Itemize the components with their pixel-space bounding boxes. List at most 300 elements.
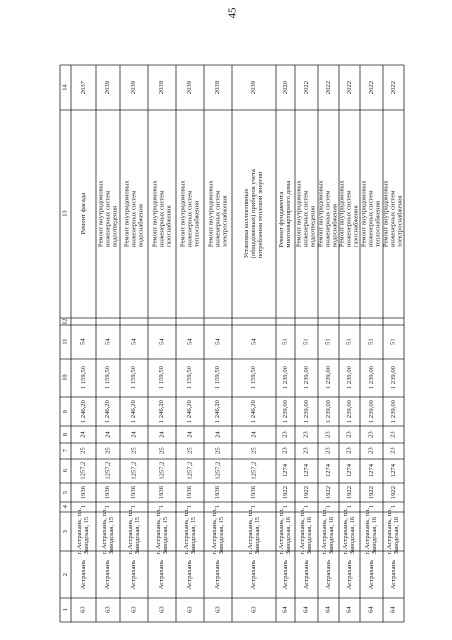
table-cell [71, 551, 96, 598]
cell-text: 54 [214, 338, 222, 346]
table-cell [96, 318, 120, 325]
cell-text: 64 [302, 606, 310, 614]
table-cell [295, 508, 318, 555]
cell-text: Астрахань [345, 559, 353, 590]
cell-text: 54 [158, 338, 166, 346]
table-cell [339, 318, 360, 325]
cell-text: 2022 [324, 80, 332, 95]
table-cell [176, 508, 204, 555]
cell-text: 25 [214, 447, 222, 455]
table-cell [276, 502, 295, 512]
table-cell [360, 65, 383, 110]
cell-text: 1936 [250, 485, 258, 500]
cell-text: 1936 [214, 485, 222, 500]
table-cell [383, 426, 404, 443]
table-cell [295, 502, 318, 512]
table-cell [339, 397, 360, 426]
table-cell [318, 459, 339, 483]
table-cell [232, 397, 276, 426]
cell-text: 51 [345, 338, 353, 346]
table-cell [176, 459, 204, 483]
table-cell [339, 459, 360, 483]
cell-text: 24 [250, 431, 258, 438]
cell-text: 64 [281, 606, 289, 614]
table-header-cell [60, 397, 71, 426]
header-label: 5 [61, 490, 69, 495]
table-cell [176, 551, 204, 598]
cell-text: 23 [389, 431, 397, 438]
table-cell [276, 426, 295, 443]
table-cell [96, 551, 120, 598]
cell-text: 64 [345, 606, 353, 614]
cell-text: 23 [367, 447, 375, 455]
table-cell [96, 459, 120, 483]
table-header-cell [60, 443, 71, 459]
table-cell [120, 459, 148, 483]
table-cell [360, 483, 383, 502]
cell-text: 1 239,00 [367, 366, 375, 390]
table-cell [176, 483, 204, 502]
cell-text: Ремонт фундамента многоквартирного дома [278, 180, 293, 248]
table-cell [360, 443, 383, 459]
cell-text: 24 [186, 431, 194, 438]
cell-text: 1 239,00 [302, 399, 310, 424]
cell-text: 1 [214, 505, 222, 509]
table-cell [120, 325, 148, 359]
header-label: 10 [61, 374, 69, 382]
table-cell [96, 359, 120, 397]
table-cell [339, 598, 360, 622]
page-number-text: 45 [226, 7, 238, 19]
table-cell [339, 426, 360, 443]
table-cell [148, 65, 176, 110]
table-header-cell [60, 598, 71, 622]
cell-text: 63 [130, 606, 138, 614]
table-cell [318, 443, 339, 459]
cell-text: Ремонт внутридомовых инженерных систем электроснабжения [382, 180, 405, 248]
cell-text: 1936 [186, 485, 194, 500]
table-cell [204, 397, 232, 426]
table-cell [204, 359, 232, 397]
cell-text: 1 159,50 [130, 366, 138, 390]
header-label: 12 [61, 318, 69, 325]
cell-text: 1 239,00 [389, 366, 397, 390]
table-cell [232, 598, 276, 622]
cell-text: 2037 [79, 80, 87, 95]
cell-text: 2039 [214, 80, 222, 95]
cell-text: 1 246,20 [186, 399, 194, 424]
table-cell [120, 551, 148, 598]
table-cell [295, 318, 318, 325]
cell-text: 1 [302, 505, 310, 509]
cell-text: г. Астрахань, пл. Заводская, 16 [321, 508, 336, 555]
table-cell [383, 443, 404, 459]
cell-text: г. Астрахань, пл. Заводская, 16 [342, 508, 357, 555]
table-cell [96, 508, 120, 555]
cell-text: 23 [281, 447, 289, 455]
table-cell [204, 65, 232, 110]
cell-text: 1257,2 [214, 461, 222, 481]
cell-text: 1 [79, 505, 87, 509]
cell-text: 64 [389, 606, 397, 614]
cell-text: 1274 [302, 464, 310, 478]
table-cell [383, 551, 404, 598]
cell-text: 1 246,20 [214, 399, 222, 424]
header-label: 6 [61, 469, 69, 473]
cell-text: 1922 [367, 485, 375, 500]
table-cell [120, 443, 148, 459]
table-cell [120, 502, 148, 512]
table-cell [276, 459, 295, 483]
table-cell [176, 110, 204, 318]
cell-text: Ремонт внутридомовых инженерных систем водоотведения [295, 180, 318, 248]
cell-text: 1 246,20 [250, 399, 258, 424]
cell-text: 23 [324, 431, 332, 438]
table-cell [176, 65, 204, 110]
table-cell [339, 551, 360, 598]
cell-text: 1936 [158, 485, 166, 500]
table-cell [96, 325, 120, 359]
table-cell [71, 110, 96, 318]
cell-text: 24 [79, 431, 87, 438]
table-cell [232, 508, 276, 555]
table-cell [318, 65, 339, 110]
cell-text: 25 [130, 447, 138, 455]
table-cell [276, 397, 295, 426]
table-cell [120, 359, 148, 397]
page-number [222, 6, 242, 20]
table-cell [276, 551, 295, 598]
cell-text: 2022 [302, 80, 310, 95]
table-cell [318, 325, 339, 359]
cell-text: 54 [130, 338, 138, 346]
cell-text: 63 [250, 606, 258, 614]
table-cell [276, 110, 295, 318]
table-cell [148, 598, 176, 622]
table-cell [383, 65, 404, 110]
table-header-cell [60, 318, 71, 325]
table-cell [176, 443, 204, 459]
cell-text: 1 246,20 [158, 399, 166, 424]
table-cell [71, 359, 96, 397]
table-cell [295, 483, 318, 502]
cell-text: Ремонт внутридомовых инженерных систем электроснабжения [207, 180, 229, 248]
table-cell [71, 397, 96, 426]
table-cell [383, 459, 404, 483]
cell-text: 1 [367, 505, 375, 509]
table-cell [295, 426, 318, 443]
table-cell [276, 483, 295, 502]
cell-text: 1274 [389, 464, 397, 478]
table-cell [148, 426, 176, 443]
table-cell [339, 502, 360, 512]
table-cell [71, 502, 96, 512]
table-cell [318, 502, 339, 512]
cell-text: 64 [324, 606, 332, 614]
cell-text: 1 [324, 505, 332, 509]
table-cell [360, 110, 383, 318]
header-label: 4 [61, 505, 69, 509]
cell-text: 1 159,50 [104, 366, 112, 390]
cell-text: Астрахань [79, 559, 87, 590]
table-header-cell [60, 502, 71, 512]
table-cell [318, 359, 339, 397]
cell-text: г. Астрахань, пл. Заводская, 16 [299, 508, 314, 555]
table-cell [176, 598, 204, 622]
cell-text: 51 [367, 338, 375, 346]
header-label: 8 [61, 432, 69, 437]
cell-text: Ремонт внутридомовых инженерных систем водоснабжения [317, 180, 340, 248]
table-header-cell [60, 65, 71, 110]
cell-text: 1274 [367, 464, 375, 478]
cell-text: Ремонт внутридомовых инженерных систем теплоснабжения [360, 180, 383, 248]
table-header-cell [60, 426, 71, 443]
cell-text: Ремонт внутридомовых инженерных систем водоснабжения [123, 180, 145, 248]
cell-text: 1257,2 [250, 461, 258, 481]
table-cell [360, 426, 383, 443]
cell-text: Астрахань [389, 559, 397, 590]
table-cell [71, 459, 96, 483]
cell-text: 25 [158, 447, 166, 455]
cell-text: 1 239,00 [281, 366, 289, 390]
cell-text: 25 [104, 447, 112, 455]
cell-text: 2022 [345, 80, 353, 95]
cell-text: Астрахань [104, 559, 112, 590]
table-cell [276, 508, 295, 555]
table-cell [96, 443, 120, 459]
table-cell [383, 318, 404, 325]
cell-text: 1936 [79, 485, 87, 500]
table-cell [232, 502, 276, 512]
cell-text: 1 [186, 505, 194, 509]
table-cell [120, 318, 148, 325]
cell-text: Астрахань [158, 559, 166, 590]
header-label: 2 [61, 572, 69, 577]
table-cell [276, 359, 295, 397]
cell-text: Астрахань [186, 559, 194, 590]
table-cell [71, 443, 96, 459]
cell-text: 2022 [367, 80, 375, 95]
header-label: 3 [61, 529, 69, 534]
table-cell [71, 483, 96, 502]
table-cell [232, 325, 276, 359]
header-label: 1 [61, 608, 69, 612]
table-cell [204, 110, 232, 318]
table-cell [360, 508, 383, 555]
table-cell [360, 359, 383, 397]
cell-text: 1 159,50 [79, 366, 87, 390]
cell-text: 1 159,50 [158, 366, 166, 390]
table-cell [204, 508, 232, 555]
table-cell [120, 508, 148, 555]
cell-text: 1 159,50 [250, 366, 258, 390]
cell-text: 63 [79, 606, 87, 614]
cell-text: Ремонт внутридомовых инженерных систем теплоснабжения [179, 180, 201, 248]
cell-text: 1 239,00 [302, 366, 310, 390]
header-label: 7 [61, 449, 69, 453]
table-header-cell [60, 359, 71, 397]
table-cell [295, 459, 318, 483]
table-cell [232, 318, 276, 325]
cell-text: 1 [345, 505, 353, 509]
table-cell [120, 65, 148, 110]
cell-text: 23 [389, 447, 397, 455]
table-cell [148, 459, 176, 483]
table-cell [360, 397, 383, 426]
table-cell [176, 318, 204, 325]
table-cell [318, 598, 339, 622]
table-cell [71, 65, 96, 110]
cell-text: 2039 [130, 80, 138, 95]
cell-text: Астрахань [281, 559, 289, 590]
cell-text: 1257,2 [186, 461, 194, 481]
table-cell [204, 483, 232, 502]
cell-text: 23 [302, 447, 310, 455]
table-cell [71, 426, 96, 443]
table-cell [204, 318, 232, 325]
table-cell [276, 325, 295, 359]
table-header-cell [60, 512, 71, 551]
cell-text: 24 [130, 431, 138, 438]
cell-text: 24 [158, 431, 166, 438]
cell-text: 54 [186, 338, 194, 346]
table-cell [71, 318, 96, 325]
table-cell [360, 459, 383, 483]
table-cell [360, 325, 383, 359]
table-cell [276, 598, 295, 622]
cell-text: 25 [186, 447, 194, 455]
cell-text: 1 159,50 [186, 366, 194, 390]
cell-text: 1 239,00 [345, 366, 353, 390]
table-cell [295, 443, 318, 459]
cell-text: 2022 [389, 80, 397, 95]
table-cell [232, 110, 276, 318]
table-cell [295, 397, 318, 426]
cell-text: 1274 [324, 464, 332, 478]
table-cell [148, 483, 176, 502]
table-cell [232, 359, 276, 397]
table-cell [360, 551, 383, 598]
table-cell [232, 459, 276, 483]
table-cell [383, 397, 404, 426]
table-cell [339, 443, 360, 459]
header-label: 11 [61, 338, 69, 346]
cell-text: 1 239,00 [324, 399, 332, 424]
cell-text: 63 [158, 606, 166, 614]
table-cell [232, 65, 276, 110]
table-cell [318, 551, 339, 598]
cell-text: 1 246,20 [79, 399, 87, 424]
table-cell [339, 508, 360, 555]
cell-text: 1 159,50 [214, 366, 222, 390]
cell-text: 2039 [158, 80, 166, 95]
table-cell [148, 325, 176, 359]
table-cell [318, 110, 339, 318]
table-cell [360, 598, 383, 622]
cell-text: Астрахань [250, 559, 258, 590]
cell-text: 51 [324, 338, 332, 346]
cell-text: 23 [345, 447, 353, 455]
table-cell [204, 426, 232, 443]
table-header-cell [60, 459, 71, 483]
table-header-cell [60, 483, 71, 502]
cell-text: 2039 [104, 80, 112, 95]
table-cell [96, 483, 120, 502]
table-header-cell [60, 325, 71, 359]
cell-text: 1 [158, 505, 166, 509]
cell-text: Ремонт внутридомовых инженерных систем газоснабжения [338, 180, 361, 248]
table-cell [383, 325, 404, 359]
cell-text: Астрахань [324, 559, 332, 590]
cell-text: 1 [281, 505, 289, 509]
table-cell [276, 443, 295, 459]
cell-text: 1 [389, 505, 397, 509]
cell-text: Астрахань [214, 559, 222, 590]
table-cell [295, 110, 318, 318]
table-cell [71, 325, 96, 359]
cell-text: 1936 [130, 485, 138, 500]
table-cell [360, 502, 383, 512]
cell-text: 1936 [104, 485, 112, 500]
cell-text: Установка коллективных (общедомовых) приборов учета потребления тепловой энергии [243, 169, 265, 259]
table-cell [71, 598, 96, 622]
table-header-cell [60, 551, 71, 598]
table-cell [204, 502, 232, 512]
cell-text: г. Астрахань, пл. Заводская, 16 [364, 508, 379, 555]
table-cell [176, 325, 204, 359]
table-cell [360, 318, 383, 325]
cell-text: г. Астрахань, пл. Заводская, 15 [76, 508, 91, 555]
cell-text: 54 [104, 338, 112, 346]
cell-text: 1 239,00 [345, 399, 353, 424]
cell-text: 1922 [281, 485, 289, 500]
cell-text: 63 [186, 606, 194, 614]
cell-text: 1 239,00 [281, 399, 289, 424]
table-cell [318, 508, 339, 555]
cell-text: 25 [250, 447, 258, 455]
table-cell [204, 551, 232, 598]
table-cell [148, 502, 176, 512]
table-cell [148, 110, 176, 318]
table-cell [204, 325, 232, 359]
cell-text: г. Астрахань, пл. Заводская, 15 [246, 508, 261, 555]
cell-text: 1 246,20 [104, 399, 112, 424]
cell-text: 2039 [250, 80, 258, 95]
cell-text: 64 [367, 606, 375, 614]
cell-text: 1257,2 [79, 461, 87, 481]
cell-text: 1257,2 [158, 461, 166, 481]
table-cell [383, 359, 404, 397]
table-cell [96, 397, 120, 426]
cell-text: Астрахань [130, 559, 138, 590]
header-label: 13 [61, 210, 69, 218]
cell-text: 51 [281, 338, 289, 346]
table-cell [96, 65, 120, 110]
table-cell [204, 459, 232, 483]
cell-text: 1 [250, 505, 258, 509]
cell-text: Ремонт фасада [79, 193, 87, 235]
table-cell [120, 110, 148, 318]
cell-text: 1922 [345, 485, 353, 500]
table-cell [339, 65, 360, 110]
cell-text: г. Астрахань, пл. Заводская, 15 [126, 508, 141, 555]
table-cell [318, 426, 339, 443]
table-cell [148, 443, 176, 459]
cell-text: 24 [214, 431, 222, 438]
table-cell [339, 110, 360, 318]
cell-text: 2020 [281, 80, 289, 95]
table-cell [232, 443, 276, 459]
